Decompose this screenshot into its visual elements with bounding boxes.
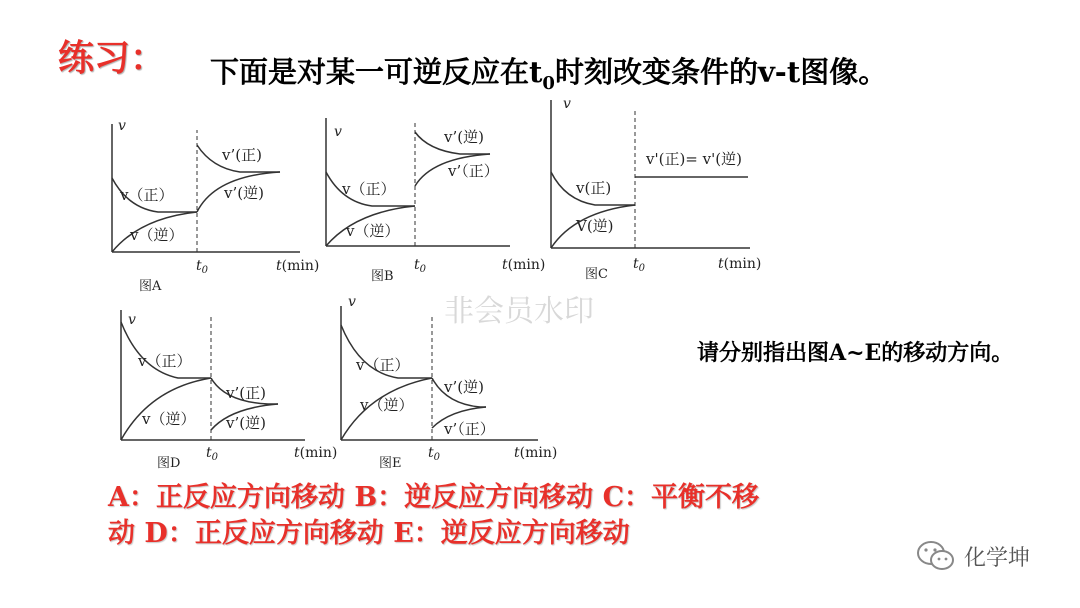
graph-d-t-axis-label: t(min) — [294, 445, 338, 461]
graph-a-label-new-forward: v’(正) — [222, 146, 262, 164]
graph-b-v-axis-label: v — [334, 124, 342, 140]
graph-b-label-new-reverse: v’(逆) — [444, 128, 484, 146]
graph-e-label-new-forward: v’（正） — [444, 420, 495, 438]
graph-c-t0-label: $t_0$ — [633, 256, 646, 274]
graph-e-t-axis-label: t(min) — [514, 445, 558, 461]
graph-b-t0-label: $t_0$ — [414, 257, 427, 275]
graph-a-label-reverse: v（逆） — [130, 226, 184, 244]
graph-a-caption: 图A — [139, 279, 162, 294]
graph-d-caption: 图D — [157, 456, 181, 471]
graph-c-t-axis-label: t(min) — [718, 256, 762, 272]
graph-e-label-forward: v（正） — [356, 356, 410, 374]
graph-d-label-new-forward: v’(正) — [226, 384, 266, 402]
graph-c-v-axis-label: v — [563, 96, 571, 112]
watermark: 非会员水印 — [444, 294, 594, 329]
graph-e-label-reverse: v（逆） — [360, 396, 414, 414]
answers-line-2: 动 D：正反应方向移动 E：逆反应方向移动 — [108, 518, 630, 549]
title-subscript: 0 — [542, 72, 555, 94]
graph-d-label-new-reverse: v’(逆) — [226, 414, 266, 432]
answers-line-1: A：正反应方向移动 B：逆反应方向移动 C：平衡不移 — [108, 482, 760, 513]
graph-b-t-axis-label: t(min) — [502, 257, 546, 273]
graph-d-v-axis-label: v — [128, 312, 136, 328]
graph-a-label-forward: v（正） — [120, 186, 174, 204]
graph-a-t-axis-label: t(min) — [276, 258, 320, 274]
title-part-1: 下面是对某一可逆反应在t — [210, 55, 543, 89]
graph-a-v-axis-label: v — [118, 118, 126, 134]
title-part-2: 时刻改变条件的v-t图像。 — [554, 55, 888, 89]
graph-d-label-forward: v（正） — [138, 352, 192, 370]
graph-c-label-reverse: V(逆) — [576, 217, 614, 235]
graph-e-caption: 图E — [379, 456, 402, 471]
graph-c-label-forward: v(正) — [576, 179, 612, 197]
wechat-icon — [916, 540, 956, 572]
graph-e-t0-label: $t_0$ — [428, 445, 441, 463]
graph-d-label-reverse: v（逆） — [142, 410, 196, 428]
graph-a-t0-label: $t_0$ — [196, 258, 209, 276]
graph-e-v-axis-label: v — [348, 294, 356, 310]
exercise-label: 练习： — [58, 38, 167, 79]
graph-b-caption: 图B — [371, 269, 394, 284]
graph-d-t0-label: $t_0$ — [206, 445, 219, 463]
graph-e-label-new-reverse: v’(逆) — [444, 378, 484, 396]
graph-b-label-new-forward: v’（正） — [448, 162, 499, 180]
brand-name: 化学坤 — [964, 545, 1031, 571]
graph-b-label-reverse: v（逆） — [346, 222, 400, 240]
graph-c-label-equal: v'(正)= v'(逆) — [646, 150, 742, 168]
question-prompt: 请分别指出图A~E的移动方向。 — [697, 340, 1014, 366]
graph-d-reverse-curve — [121, 378, 211, 440]
graph-c-caption: 图C — [585, 267, 608, 282]
answers-block — [108, 480, 898, 552]
brand-watermark — [916, 540, 1030, 572]
graph-b-label-forward: v（正） — [342, 180, 396, 198]
graph-a-label-new-reverse: v’(逆) — [224, 184, 264, 202]
